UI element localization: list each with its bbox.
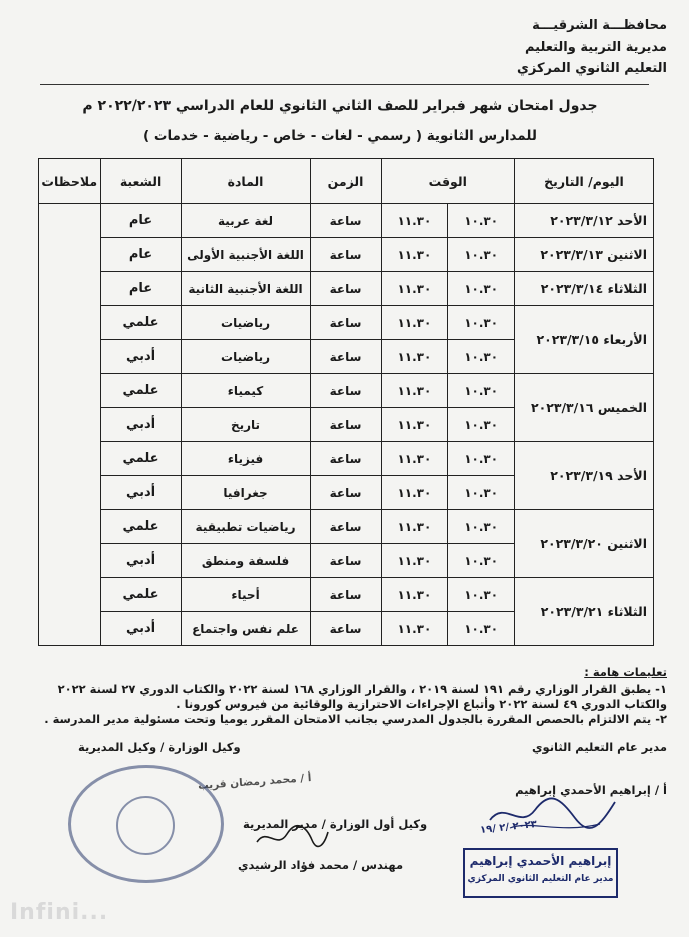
day-name: الخميس bbox=[597, 400, 647, 415]
header-governorate: محافظـــة الشرقيـــة bbox=[532, 18, 667, 33]
exam-date: ٢٠٢٣/٣/١٥ bbox=[536, 332, 600, 347]
watermark: Infini... bbox=[10, 900, 109, 925]
day-date-cell bbox=[515, 374, 654, 442]
deputy-name: أ / محمد رمضان قريب bbox=[197, 772, 312, 792]
exam-date: ٢٠٢٣/٣/١٩ bbox=[550, 468, 613, 483]
notes-cell bbox=[39, 204, 101, 646]
day-name: الاثنين bbox=[607, 536, 647, 551]
document-title: جدول امتحان شهر فبراير للصف الثاني الثانوي للعام الدراسي ٢٠٢٢/٢٠٢٣ م bbox=[82, 98, 598, 114]
section-cell: عام bbox=[100, 204, 181, 238]
first-deputy-name: مهندس / محمد فؤاد الرشيدي bbox=[238, 858, 404, 872]
subject-cell: علم نفس واجتماع bbox=[181, 612, 310, 646]
header-subject: المادة bbox=[181, 159, 310, 204]
duration-cell: ساعة bbox=[310, 340, 381, 374]
exam-date: ٢٠٢٣/٣/٢١ bbox=[540, 604, 604, 619]
exam-date: ٢٠٢٣/٣/٢٠ bbox=[540, 536, 603, 551]
time-to: ١١.٣٠ bbox=[381, 340, 448, 374]
day-name: الاثنين bbox=[607, 247, 647, 262]
director-name-stamp bbox=[463, 848, 618, 898]
section-cell: علمي bbox=[100, 306, 181, 340]
table-row bbox=[39, 374, 654, 408]
subject-cell: أحياء bbox=[181, 578, 310, 612]
duration-cell: ساعة bbox=[310, 374, 381, 408]
section-cell: أدبي bbox=[100, 612, 181, 646]
instructions-block bbox=[30, 665, 667, 727]
subject-cell: فيزياء bbox=[181, 442, 310, 476]
duration-cell: ساعة bbox=[310, 510, 381, 544]
header-duration: الزمن bbox=[310, 159, 381, 204]
time-to: ١١.٣٠ bbox=[381, 204, 448, 238]
header-time: الوقت bbox=[381, 159, 514, 204]
first-deputy-title: وكيل أول الوزارة / مدير المديرية bbox=[243, 817, 428, 831]
director-title: مدير عام التعليم الثانوي bbox=[531, 740, 667, 754]
instructions-title: تعليمات هامة : bbox=[584, 665, 667, 679]
day-date-cell bbox=[515, 272, 654, 306]
table-row bbox=[39, 578, 654, 612]
day-name: الأربعاء bbox=[603, 332, 647, 347]
table-row bbox=[39, 204, 654, 238]
time-from: ١٠.٣٠ bbox=[448, 408, 515, 442]
section-cell: علمي bbox=[100, 374, 181, 408]
time-from: ١٠.٣٠ bbox=[448, 272, 515, 306]
time-to: ١١.٣٠ bbox=[381, 510, 448, 544]
signature-date: ٢٠٢٣ /٢ /١٩ bbox=[479, 819, 538, 836]
time-to: ١١.٣٠ bbox=[381, 272, 448, 306]
time-to: ١١.٣٠ bbox=[381, 578, 448, 612]
day-name: الأحد bbox=[617, 468, 647, 483]
duration-cell: ساعة bbox=[310, 612, 381, 646]
day-date-cell bbox=[515, 238, 654, 272]
time-from: ١٠.٣٠ bbox=[448, 442, 515, 476]
day-name: الثلاثاء bbox=[607, 281, 647, 296]
subject-cell: اللغة الأجنبية الأولى bbox=[181, 238, 310, 272]
day-date-cell bbox=[515, 204, 654, 238]
header-section: الشعبة bbox=[100, 159, 181, 204]
subject-cell: رياضيات تطبيقية bbox=[181, 510, 310, 544]
time-to: ١١.٣٠ bbox=[381, 374, 448, 408]
time-to: ١١.٣٠ bbox=[381, 306, 448, 340]
day-name: الأحد bbox=[617, 213, 647, 228]
time-from: ١٠.٣٠ bbox=[448, 510, 515, 544]
table-row bbox=[39, 306, 654, 340]
eagle-emblem-icon bbox=[116, 796, 175, 855]
table-row bbox=[39, 272, 654, 306]
director-name: أ / إبراهيم الأحمدي إبراهيم bbox=[515, 783, 667, 797]
table-row bbox=[39, 238, 654, 272]
document-subtitle: للمدارس الثانوية ( رسمي - لغات - خاص - رياضية - خدمات ) bbox=[143, 128, 537, 144]
time-from: ١٠.٣٠ bbox=[448, 306, 515, 340]
exam-date: ٢٠٢٣/٣/١٣ bbox=[540, 247, 603, 262]
time-from: ١٠.٣٠ bbox=[448, 204, 515, 238]
time-from: ١٠.٣٠ bbox=[448, 544, 515, 578]
time-from: ١٠.٣٠ bbox=[448, 374, 515, 408]
instruction-item-2: ٢- يتم الالتزام بالحصص المقررة بالجدول المدرسي بجانب الامتحان المقرر يوميا وتحت مسئولية مدير المدرسة . bbox=[44, 712, 667, 726]
deputy-title: وكيل الوزارة / وكيل المديرية bbox=[78, 740, 241, 754]
stamp-name: إبراهيم الأحمدي إبراهيم bbox=[469, 854, 612, 868]
duration-cell: ساعة bbox=[310, 238, 381, 272]
stamp-role: مدير عام التعليم الثانوي المركزي bbox=[467, 874, 614, 884]
day-name: الثلاثاء bbox=[607, 604, 647, 619]
time-from: ١٠.٣٠ bbox=[448, 476, 515, 510]
time-from: ١٠.٣٠ bbox=[448, 238, 515, 272]
duration-cell: ساعة bbox=[310, 544, 381, 578]
time-to: ١١.٣٠ bbox=[381, 408, 448, 442]
day-date-cell bbox=[515, 442, 654, 510]
section-cell: أدبي bbox=[100, 340, 181, 374]
subject-cell: اللغة الأجنبية الثانية bbox=[181, 272, 310, 306]
section-cell: علمي bbox=[100, 578, 181, 612]
day-date-cell bbox=[515, 510, 654, 578]
duration-cell: ساعة bbox=[310, 306, 381, 340]
time-from: ١٠.٣٠ bbox=[448, 578, 515, 612]
day-date-cell bbox=[515, 578, 654, 646]
header-department: التعليم الثانوي المركزي bbox=[516, 61, 667, 76]
header-divider bbox=[40, 84, 649, 85]
section-cell: علمي bbox=[100, 510, 181, 544]
subject-cell: لغة عربية bbox=[181, 204, 310, 238]
subject-cell: كيمياء bbox=[181, 374, 310, 408]
exam-schedule-table bbox=[38, 158, 654, 646]
duration-cell: ساعة bbox=[310, 272, 381, 306]
time-to: ١١.٣٠ bbox=[381, 544, 448, 578]
header-directorate: مديرية التربية والتعليم bbox=[524, 40, 667, 55]
exam-date: ٢٠٢٣/٣/١٦ bbox=[530, 400, 594, 415]
time-to: ١١.٣٠ bbox=[381, 442, 448, 476]
subject-cell: رياضيات bbox=[181, 340, 310, 374]
section-cell: أدبي bbox=[100, 476, 181, 510]
section-cell: علمي bbox=[100, 442, 181, 476]
subject-cell: فلسفة ومنطق bbox=[181, 544, 310, 578]
section-cell: عام bbox=[100, 272, 181, 306]
duration-cell: ساعة bbox=[310, 408, 381, 442]
table-row bbox=[39, 510, 654, 544]
table-row bbox=[39, 442, 654, 476]
duration-cell: ساعة bbox=[310, 476, 381, 510]
duration-cell: ساعة bbox=[310, 204, 381, 238]
header-day-date: اليوم/ التاريخ bbox=[515, 159, 654, 204]
time-to: ١١.٣٠ bbox=[381, 612, 448, 646]
official-round-stamp bbox=[68, 765, 224, 883]
time-from: ١٠.٣٠ bbox=[448, 340, 515, 374]
section-cell: أدبي bbox=[100, 544, 181, 578]
first-deputy-signature bbox=[252, 822, 332, 852]
subject-cell: تاريخ bbox=[181, 408, 310, 442]
time-to: ١١.٣٠ bbox=[381, 238, 448, 272]
table-header-row bbox=[39, 159, 654, 204]
duration-cell: ساعة bbox=[310, 442, 381, 476]
instruction-item-1: ١- يطبق القرار الوزاري رقم ١٩١ لسنة ٢٠١٩ ، والقرار الوزاري ١٦٨ لسنة ٢٠٢٢ والكتاب الدوري ٢٧ لسنة ٢٠٢٢ والكتاب الدوري ٤٩ لسنة ٢٠٢٢ وأتباع الإجراءات الاحترازية والوقائية من فيروس كورونا . bbox=[57, 682, 667, 711]
section-cell: أدبي bbox=[100, 408, 181, 442]
subject-cell: جغرافيا bbox=[181, 476, 310, 510]
time-from: ١٠.٣٠ bbox=[448, 612, 515, 646]
header-notes: ملاحظات bbox=[39, 159, 101, 204]
exam-date: ٢٠٢٣/٣/١٢ bbox=[550, 213, 613, 228]
exam-date: ٢٠٢٣/٣/١٤ bbox=[540, 281, 604, 296]
day-date-cell bbox=[515, 306, 654, 374]
time-to: ١١.٣٠ bbox=[381, 476, 448, 510]
section-cell: عام bbox=[100, 238, 181, 272]
subject-cell: رياضيات bbox=[181, 306, 310, 340]
duration-cell: ساعة bbox=[310, 578, 381, 612]
